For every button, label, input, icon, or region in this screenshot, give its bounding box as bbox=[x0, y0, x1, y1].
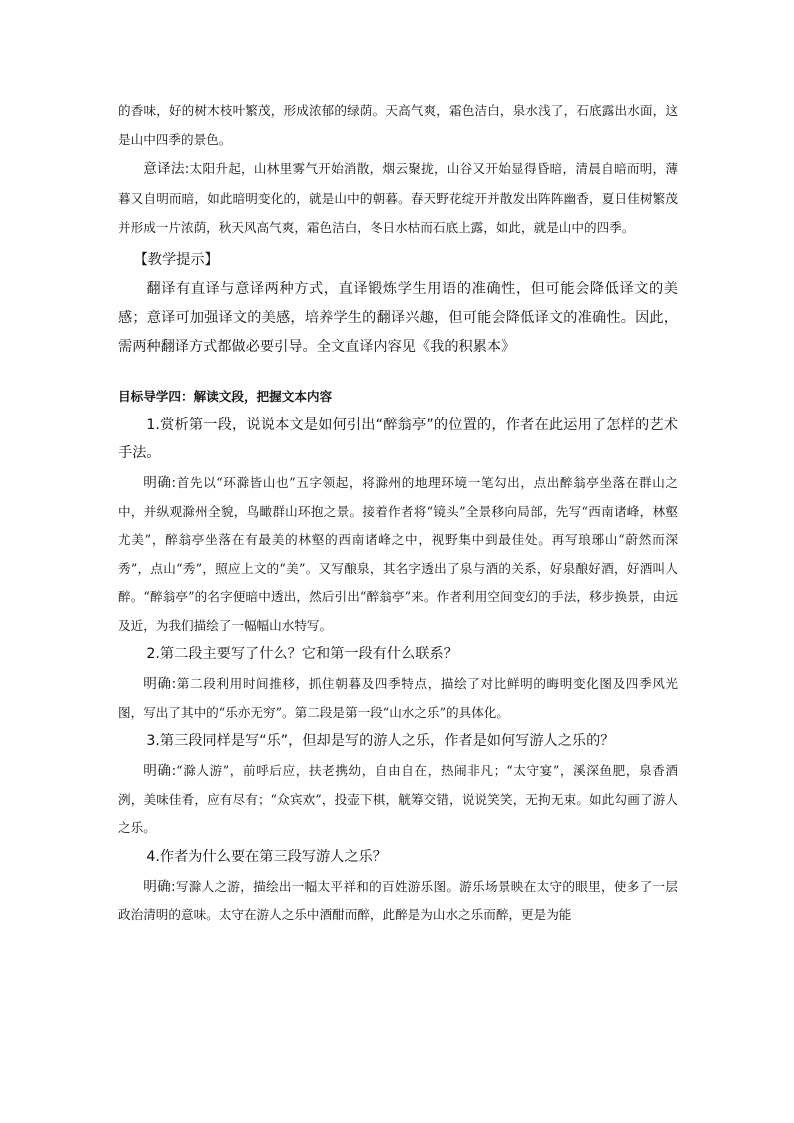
answer-2-text: 第二段利用时间推移，抓住朝暮及四季特点，描绘了对比鲜明的晦明变化图及四季风光图，写出了其中的“乐亦无穷”。第二段是第一段“山水之乐”的具体化。 bbox=[118, 676, 678, 720]
goal-heading: 目标导学四：解读文段，把握文本内容 bbox=[118, 389, 333, 404]
answer-3 bbox=[118, 757, 678, 843]
answer-4 bbox=[118, 873, 678, 930]
answer-3-text: “滁人游”，前呼后应，扶老携幼，自由自在，热闹非凡；“太守宴”，溪深鱼肥，泉香酒洌，美味佳肴，应有尽有；“众宾欢”，投壶下棋，觥筹交错，说说笑笑，无拘无束。如此勾画了游人之乐。 bbox=[118, 763, 678, 835]
qa-block-2 bbox=[118, 640, 678, 727]
free-translation-text: 太阳升起，山林里雾气开始消散，烟云聚拢，山谷又开始显得昏暗，清晨自暗而明，薄暮又自明而暗，如此暗明变化的，就是山中的朝暮。春天野花绽开并散发出阵阵幽香，夏日佳树繁茂并形成一片浓荫，秋天风高气爽，霜色洁白，冬日水枯而石底上露，如此，就是山中的四季。 bbox=[118, 161, 679, 235]
qa-block-4 bbox=[118, 843, 678, 930]
qa-block-3 bbox=[118, 727, 678, 843]
literal-translation-tail: 的香味，好的树木枝叶繁茂，形成浓郁的绿荫。天高气爽，霜色洁白，泉水浅了，石底露出水面，这是山中四季的景色。 bbox=[118, 103, 678, 147]
teaching-tip-text: 翻译有直译与意译两种方式，直译锻炼学生用语的准确性，但可能会降低译文的美感；意译可加强译文的美感，培养学生的翻译兴趣，但可能会降低译文的准确性。因此，需两种翻译方式都做必要引导。全文直译内容见《我的积累本》 bbox=[118, 281, 678, 355]
question-4: 4.作者为什么要在第三段写游人之乐？ bbox=[146, 848, 387, 865]
answer-1-text: 首先以“环滁皆山也”五字领起，将滁州的地理环境一笔勾出，点出醉翁亭坐落在群山之中，并纵观滁州全貌，鸟瞰群山环抱之景。接着作者将“镜头”全景移向局部，先写“西南诸峰，林壑尤美”，醉翁亭坐落在有最美的林壑的西南诸峰之中，视野集中到最佳处。再写琅琊山“蔚然而深秀”，点山“秀”，照应上文的“美”。又写酿泉，其名字透出了泉与酒的关系，好泉酿好酒，好酒叫人醉。“醉翁亭”的名字便暗中透出，然后引出“醉翁亭”来。作者利用空间变幻的手法，移步换景，由远及近，为我们描绘了一幅幅山水特写。 bbox=[118, 475, 678, 633]
answer-1-label: 明确: bbox=[143, 475, 177, 491]
free-translation-paragraph bbox=[118, 154, 678, 242]
answer-4-label: 明确: bbox=[143, 878, 176, 895]
question-3: 3.第三段同样是写“乐”，但却是写的游人之乐，作者是如何写游人之乐的？ bbox=[146, 733, 615, 749]
free-translation-label: 意译法: bbox=[143, 161, 190, 177]
section-spacer bbox=[118, 362, 678, 382]
question-1: 1.赏析第一段，说说本文是如何引出“醉翁亭”的位置的，作者在此运用了怎样的艺术手法。 bbox=[118, 417, 678, 461]
question-2: 2.第二段主要写了什么？它和第一段有什么联系？ bbox=[146, 646, 458, 662]
document-page bbox=[118, 96, 678, 930]
answer-4-text: 写滁人之游，描绘出一幅太平祥和的百姓游乐图。游乐场景映在太守的眼里，使多了一层政治清明的意味。太守在游人之乐中酒酣而醉，此醉是为山水之乐而醉，更是为能 bbox=[118, 878, 678, 922]
qa-block-1 bbox=[118, 411, 678, 640]
answer-1 bbox=[118, 469, 678, 640]
answer-2 bbox=[118, 670, 678, 727]
answer-2-label: 明确: bbox=[143, 676, 177, 692]
answer-3-label: 明确: bbox=[143, 763, 177, 779]
teaching-tip-heading: 【教学提示】 bbox=[133, 252, 219, 268]
